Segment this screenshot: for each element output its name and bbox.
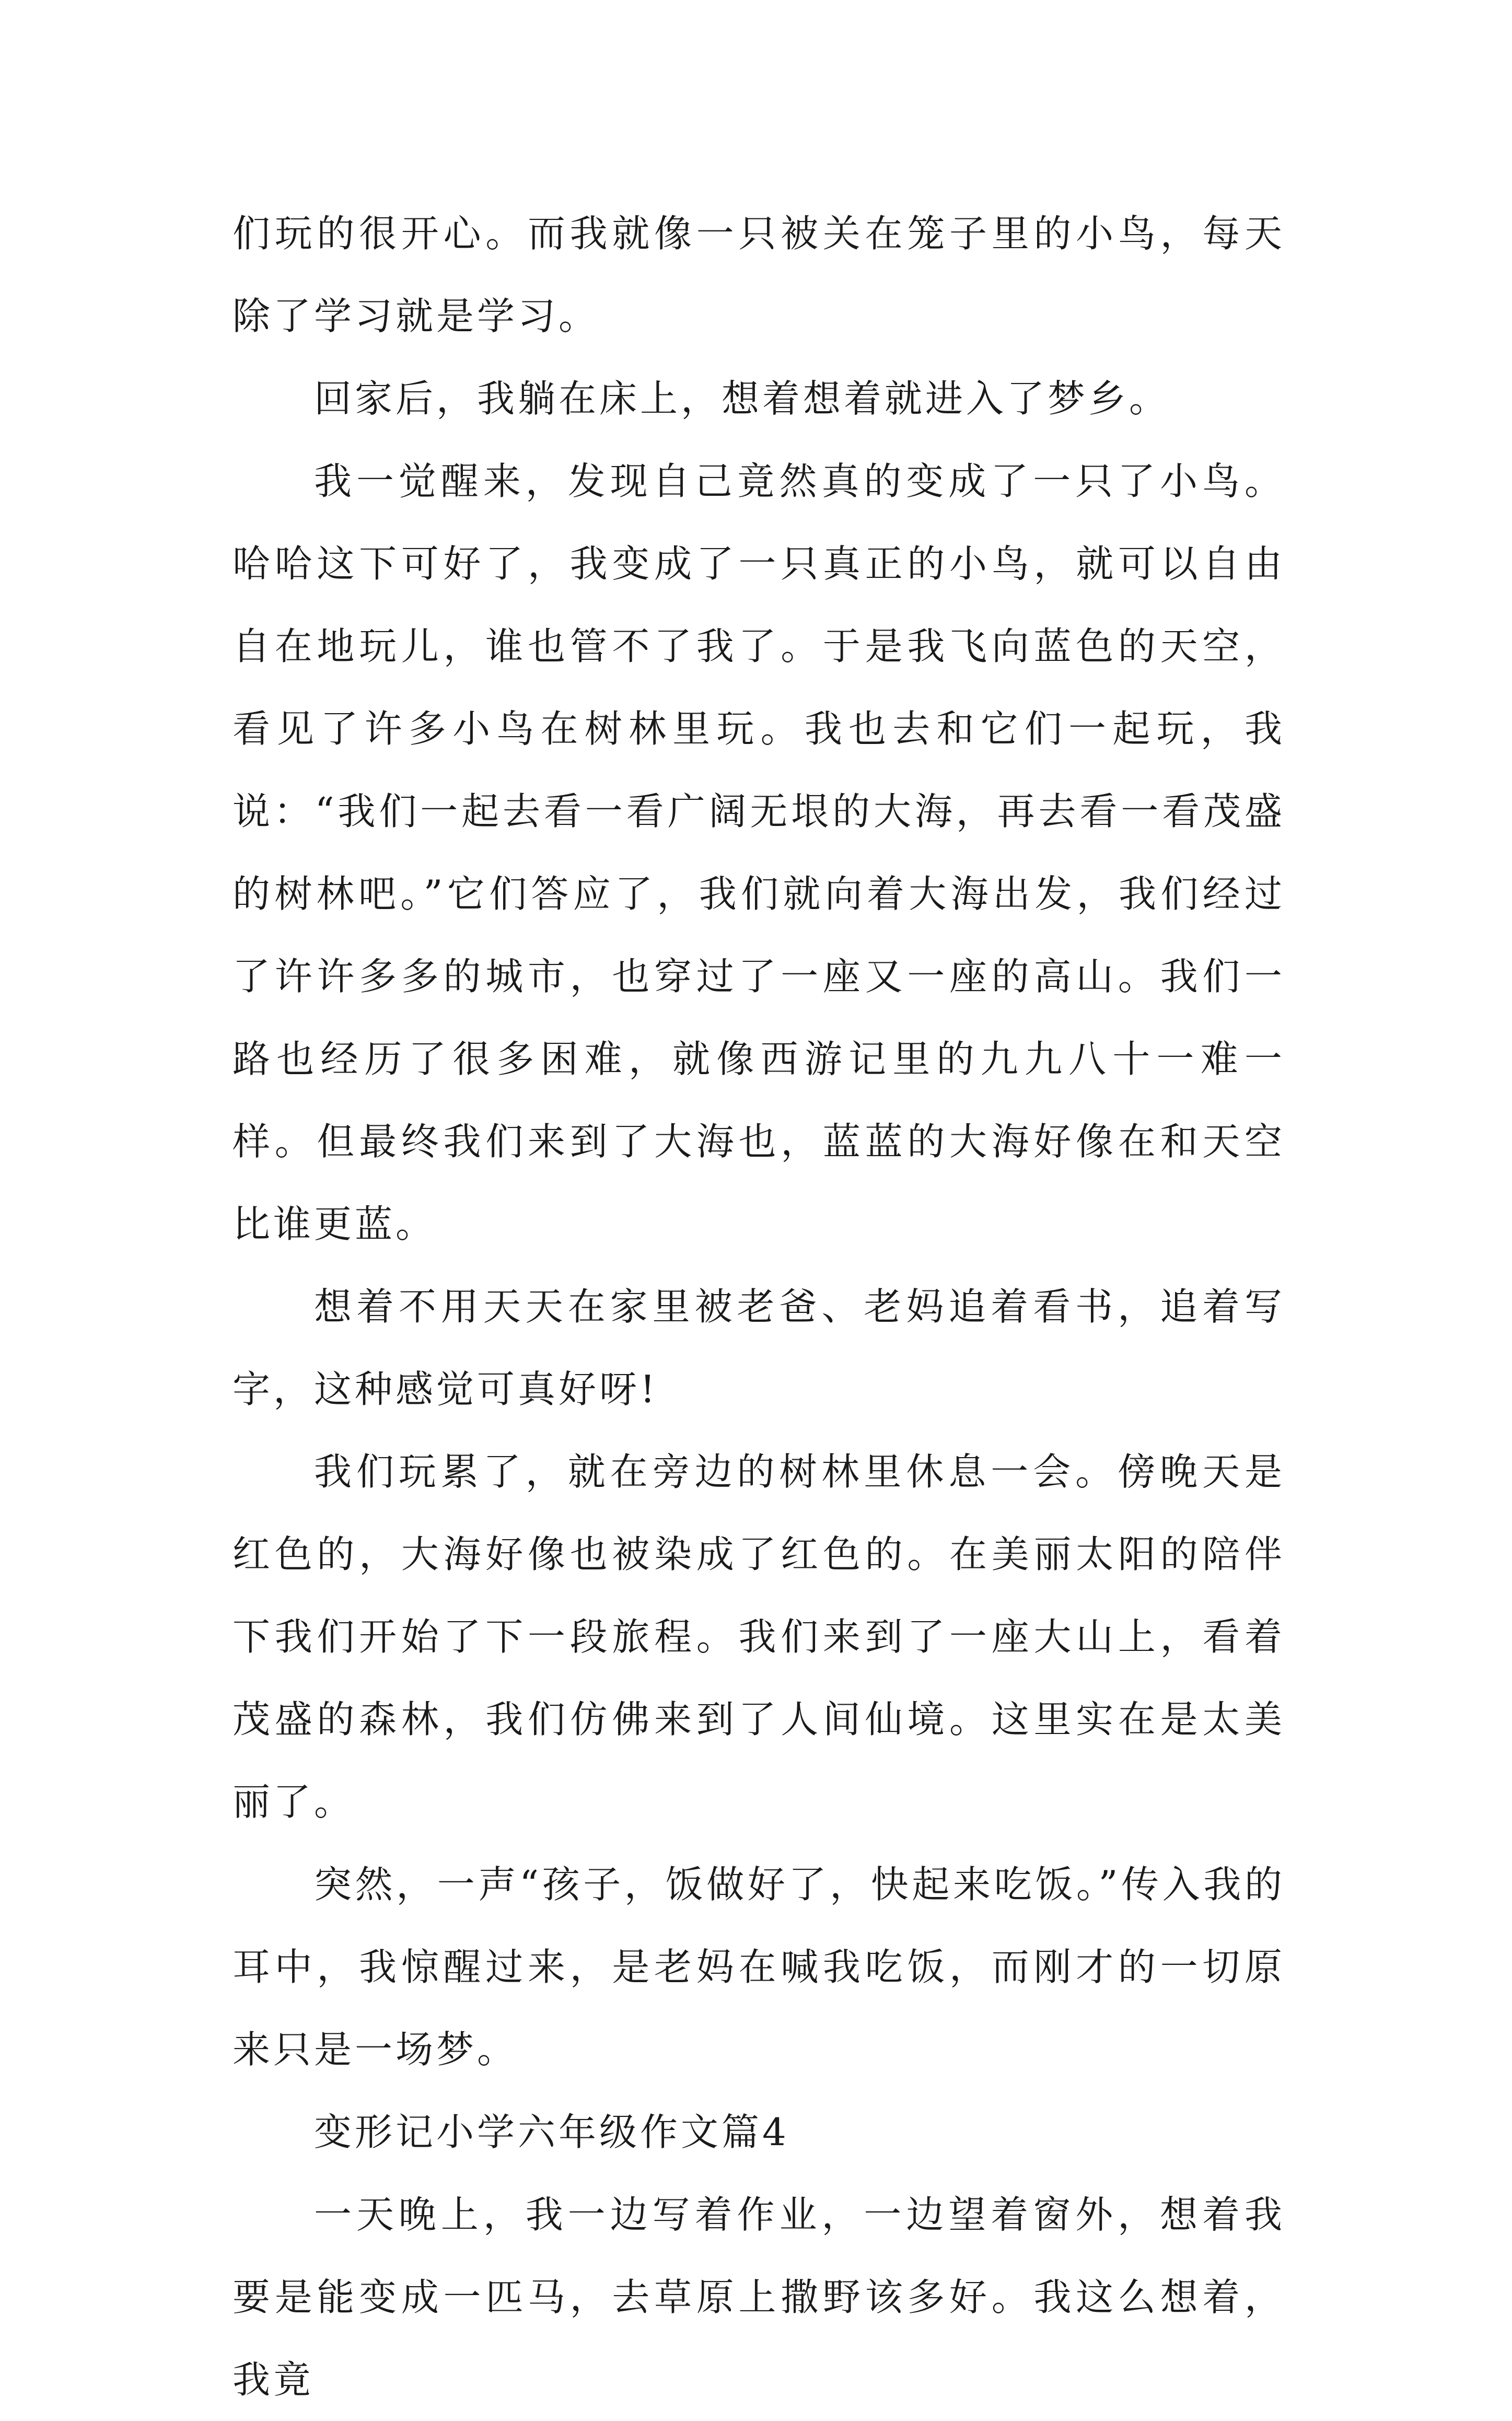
paragraph: 我一觉醒来，发现自己竟然真的变成了一只了小鸟。哈哈这下可好了，我变成了一只真正的小鸟，就可以自由自在地玩儿，谁也管不了我了。于是我飞向蓝色的天空，看见了许多小鸟在树林里玩。我也去和它们一起玩，我说：“我们一起去看一看广阔无垠的大海，再去看一看茂盛的树林吧。”它们答应了，我们就向着大海出发，我们经过了许许多多的城市，也穿过了一座又一座的高山。我们一路也经历了很多困难，就像西游记里的九九八十一难一样。但最终我们来到了大海也，蓝蓝的大海好像在和天空比谁更蓝。 [232,459,1285,1246]
paragraph: 想着不用天天在家里被老爸、老妈追着看书，追着写字，这种感觉可真好呀! [232,1285,1285,1411]
paragraph-continued: 们玩的很开心。而我就像一只被关在笼子里的小鸟，每天除了学习就是学习。 [232,212,1285,338]
paragraph: 一天晚上，我一边写着作业，一边望着窗外，想着我要是能变成一匹马，去草原上撒野该多好。我这么想着，我竟 [232,2193,1285,2402]
paragraph: 回家后，我躺在床上，想着想着就进入了梦乡。 [314,377,1170,421]
article-body [232,192,1285,2421]
paragraph: 突然，一声“孩子，饭做好了，快起来吃饭。”传入我的耳中，我惊醒过来，是老妈在喊我吃饭，而刚才的一切原来只是一场梦。 [232,1863,1285,2071]
paragraph: 我们玩累了，就在旁边的树林里休息一会。傍晚天是红色的，大海好像也被染成了红色的。在美丽太阳的陪伴下我们开始了下一段旅程。我们来到了一座大山上，看着茂盛的森林，我们仿佛来到了人间仙境。这里实在是太美丽了。 [232,1450,1285,1824]
section-heading: 变形记小学六年级作文篇4 [314,2110,789,2154]
